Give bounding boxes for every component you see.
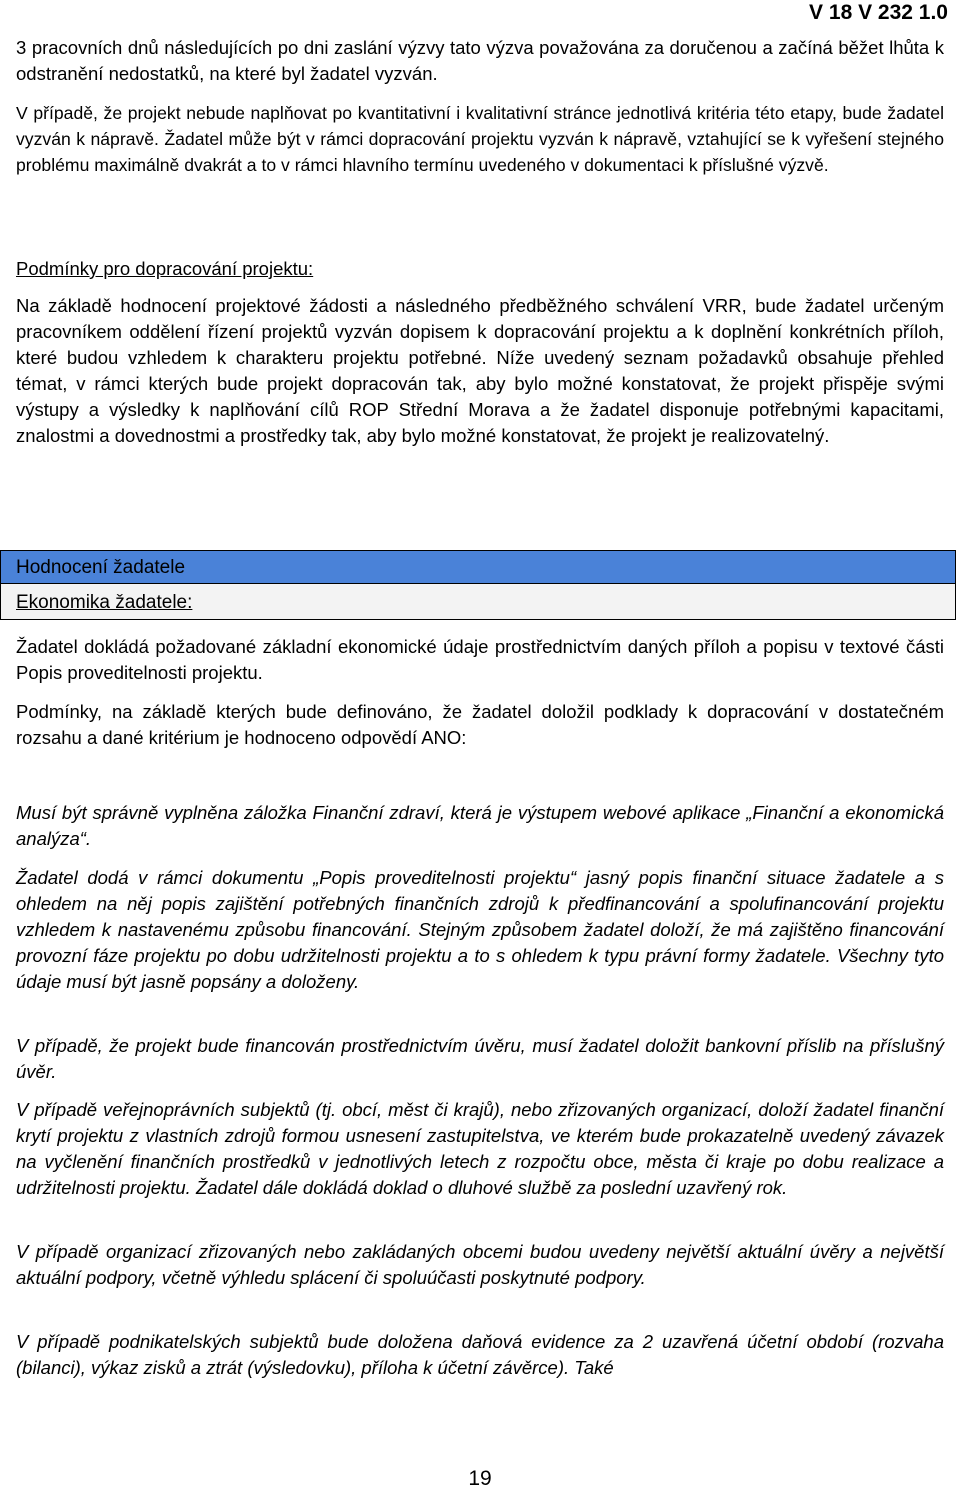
- subsection-header-bar: [0, 584, 956, 620]
- paragraph-economic-data: Žadatel dokládá požadované základní ekonomické údaje prostřednictvím daných příloh a popisu v textové části Popis proveditelnosti projektu.: [16, 636, 944, 683]
- section-header-bar: [0, 550, 956, 584]
- paragraph-remedy: V případě, že projekt nebude naplňovat po kvantitativní i kvalitativní stránce jednotlivá kritéria této etapy, bude žadatel vyzván k nápravě. Žadatel může být v rámci dopracování projektu vyzván k nápravě, vztahující se k vyřešení stejného problému maximálně dvakrát a to v rámci hlavního termínu uvedeného v dokumentaci k příslušné výzvě.: [16, 103, 944, 175]
- document-id: V 18 V 232 1.0: [809, 1, 948, 24]
- requirement-public-entities: V případě veřejnoprávních subjektů (tj. obcí, měst či krajů), nebo zřizovaných organizací, doloží žadatel finanční krytí projektu z vlastních zdrojů formou usnesení zastupitelstva, ve kterém bude prokazatelně uvedený závazek na vyčlenění finančních prostředků v jednotlivých letech z rozpočtu obce, města či kraje po dobu realizace a udržitelnosti projektu. Žadatel dále dokládá doklad o dluhové službě za poslední uzavřený rok.: [16, 1099, 944, 1198]
- paragraph-criteria-intro: Podmínky, na základě kterých bude definováno, že žadatel doložil podklady k dopracování v dostatečném rozsahu a dané kritérium je hodnoceno odpovědí ANO:: [16, 701, 944, 748]
- paragraph-deadline: 3 pracovních dnů následujících po dni zaslání výzvy tato výzva považována za doručenou a začíná běžet lhůta k odstranění nedostatků, na které byl žadatel vyzván.: [16, 37, 944, 84]
- subsection-heading: Ekonomika žadatele:: [16, 592, 193, 613]
- requirement-financial-health: Musí být správně vyplněna záložka Finanční zdraví, která je výstupem webové aplikace „Finanční a ekonomická analýza“.: [16, 802, 944, 849]
- page-number: 19: [468, 1467, 492, 1490]
- section-heading: Hodnocení žadatele: [16, 557, 186, 578]
- requirement-municipal-organizations: V případě organizací zřizovaných nebo zakládaných obcemi budou uvedeny největší aktuální úvěry a největší aktuální podpory, včetně výhledu splácení či spoluúčasti poskytnuté podpory.: [16, 1241, 944, 1288]
- conditions-heading: Podmínky pro dopracování projektu:: [16, 258, 314, 279]
- paragraph-conditions: Na základě hodnocení projektové žádosti a následného předběžného schválení VRR, bude žadatel určeným pracovníkem oddělení řízení projektů vyzván dopisem k dopracování projektu a k doplnění konkrétních příloh, které budou vzhledem k charakteru projektu potřebné. Níže uvedený seznam požadavků obsahuje přehled témat, v rámci kterých bude projekt dopracován tak, aby bylo možné konstatovat, že projekt přispěje svými výstupy a výsledky k naplňování cílů ROP Střední Morava a že žadatel disponuje potřebnými kapacitami, znalostmi a dovednostmi a prostředky tak, aby bylo možné konstatovat, že projekt je realizovatelný.: [16, 295, 944, 446]
- requirement-loan: V případě, že projekt bude financován prostřednictvím úvěru, musí žadatel doložit bankovní příslib na příslušný úvěr.: [16, 1035, 944, 1082]
- requirement-business-entities: V případě podnikatelských subjektů bude doložena daňová evidence za 2 uzavřená účetní období (rozvaha (bilanci), výkaz zisků a ztrát (výsledovku), příloha k účetní závěrce). Také: [16, 1331, 944, 1378]
- requirement-feasibility: Žadatel dodá v rámci dokumentu „Popis proveditelnosti projektu“ jasný popis finanční situace žadatele a s ohledem na něj popis zajištění potřebných finančních zdrojů k předfinancování a spolufinancování projektu vzhledem k nastavenému způsobu financování. Stejným způsobem žadatel doloží, že má zajištěno financování provozní fáze projektu po dobu udržitelnosti projektu a to s ohledem k typu právní formy žadatele. Všechny tyto údaje musí být jasně popsány a doloženy.: [16, 867, 944, 992]
